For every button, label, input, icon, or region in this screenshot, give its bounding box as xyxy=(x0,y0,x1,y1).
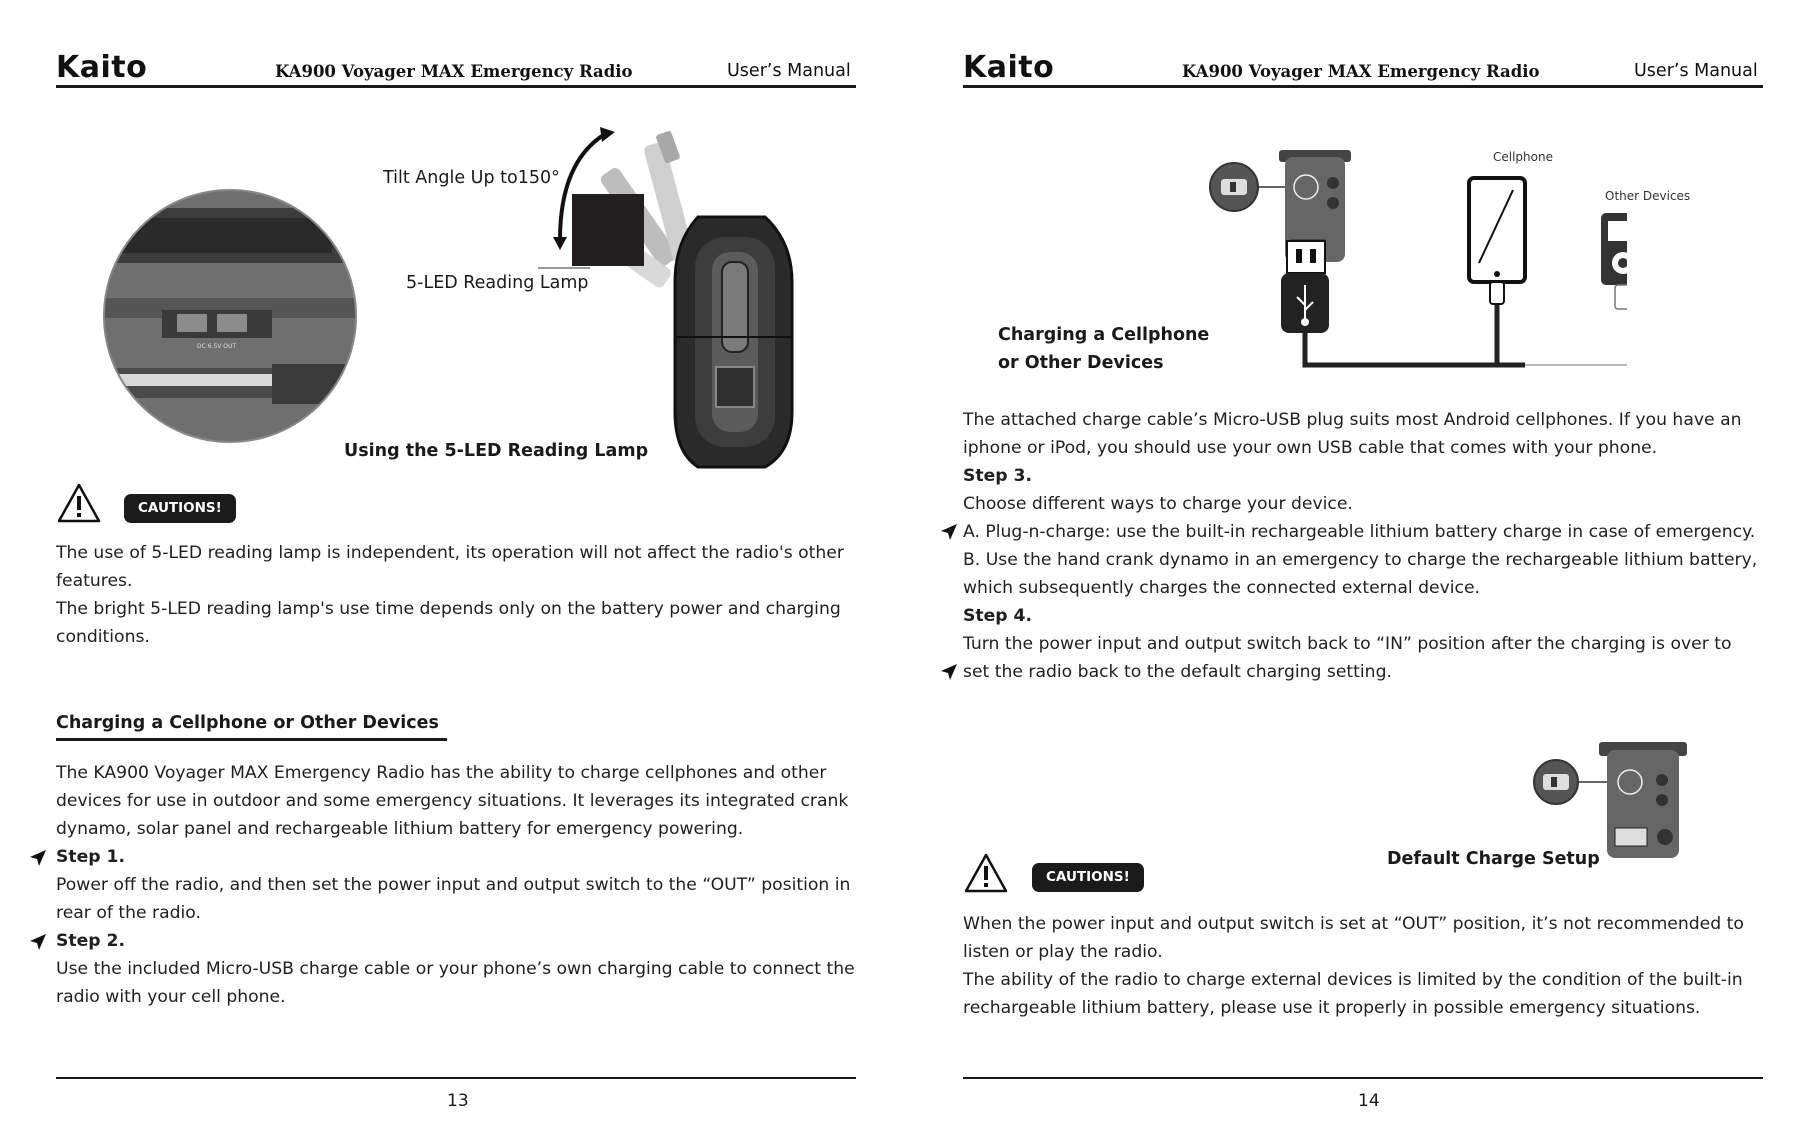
intro-paragraph: The KA900 Voyager MAX Emergency Radio has the ability to charge cellphones and other devices for use in outdoor and some emergency situations. It leverages its integrated crank dynamo, solar panel and rechargeable lithium battery for emergency powering. xyxy=(56,763,849,839)
navigation-arrow-icon xyxy=(30,934,46,950)
diagram-caption-line: Charging a Cellphone xyxy=(998,325,1210,345)
output-caution-text xyxy=(963,910,1763,1022)
brand-text: Kaito xyxy=(963,50,1055,85)
page-number: 14 xyxy=(1358,1091,1380,1111)
header-doc-type: User’s Manual xyxy=(1634,61,1758,81)
warning-triangle-icon xyxy=(963,852,1009,894)
left-page xyxy=(0,0,907,1135)
tilt-angle-label: Tilt Angle Up to150° xyxy=(383,168,560,188)
radio-lamp-illustration xyxy=(530,122,810,472)
footer-rule xyxy=(963,1077,1763,1079)
diagram-caption xyxy=(998,321,1209,377)
header-doc-type: User’s Manual xyxy=(727,61,851,81)
header-rule xyxy=(56,85,856,88)
caution-paragraph: When the power input and output switch is set at “OUT” position, it’s not recommended to listen or play the radio. xyxy=(963,914,1744,962)
header-model-title: KA900 Voyager MAX Emergency Radio xyxy=(1182,62,1540,81)
charging-instructions xyxy=(56,759,886,1011)
zoom-port-labels: DC 6.5V OUT xyxy=(197,343,237,350)
option-a: A. Plug-n-charge: use the built-in rechargeable lithium battery charge in case of emergency. xyxy=(963,522,1756,542)
right-page xyxy=(907,0,1814,1135)
switch-closeup-illustration xyxy=(102,188,358,444)
option-b: B. Use the hand crank dynamo in an emergency to charge the rechargeable lithium battery, which subsequently charges the connected external device. xyxy=(963,550,1758,598)
lamp-label: 5-LED Reading Lamp xyxy=(406,273,589,293)
footer-rule xyxy=(56,1077,856,1079)
diagram-caption-line: or Other Devices xyxy=(998,353,1164,373)
brand-logo xyxy=(56,50,147,85)
navigation-arrow-icon xyxy=(30,850,46,866)
cellphone-label: Cellphone xyxy=(1493,150,1553,164)
step-text: Choose different ways to charge your device. xyxy=(963,494,1353,514)
header-rule xyxy=(963,85,1763,88)
step-title: Step 3. xyxy=(963,466,1033,486)
charging-diagram xyxy=(1207,145,1627,375)
cable-paragraph: The attached charge cable’s Micro-USB plug suits most Android cellphones. If you have an iphone or iPod, you should use your own USB cable that comes with your phone. xyxy=(963,410,1742,458)
page-number: 13 xyxy=(447,1091,469,1111)
step-text: Turn the power input and output switch back to “IN” position after the charging is over to set the radio back to the default charging setting. xyxy=(963,634,1732,682)
section-underline xyxy=(56,738,447,741)
header-model-title: KA900 Voyager MAX Emergency Radio xyxy=(275,62,633,81)
charging-steps xyxy=(963,406,1763,686)
warning-triangle-icon xyxy=(56,482,102,524)
brand-logo xyxy=(963,50,1054,85)
caution-badge: CAUTIONS! xyxy=(1032,863,1144,892)
navigation-arrow-icon xyxy=(941,524,957,540)
step-title: Step 2. xyxy=(56,931,126,951)
step-title: Step 1. xyxy=(56,847,126,867)
step-title: Step 4. xyxy=(963,606,1033,626)
brand-text: Kaito xyxy=(56,50,148,85)
caution-paragraph: The bright 5-LED reading lamp's use time depends only on the battery power and charging conditions. xyxy=(56,599,841,647)
section-title: Charging a Cellphone or Other Devices xyxy=(56,713,439,733)
lamp-caption: Using the 5-LED Reading Lamp xyxy=(344,441,649,461)
other-devices-label: Other Devices xyxy=(1605,189,1691,203)
navigation-arrow-icon xyxy=(941,664,957,680)
default-charge-caption: Default Charge Setup xyxy=(1387,849,1600,869)
step-text: Power off the radio, and then set the power input and output switch to the “OUT” position in rear of the radio. xyxy=(56,875,851,923)
lamp-caution-text xyxy=(56,539,856,651)
caution-paragraph: The use of 5-LED reading lamp is independent, its operation will not affect the radio's other features. xyxy=(56,543,844,591)
default-charge-illustration xyxy=(1527,740,1707,862)
caution-badge: CAUTIONS! xyxy=(124,494,236,523)
caution-paragraph: The ability of the radio to charge external devices is limited by the condition of the built-in rechargeable lithium battery, please use it properly in possible emergency situations. xyxy=(963,970,1743,1018)
step-text: Use the included Micro-USB charge cable or your phone’s own charging cable to connect the radio with your cell phone. xyxy=(56,959,855,1007)
